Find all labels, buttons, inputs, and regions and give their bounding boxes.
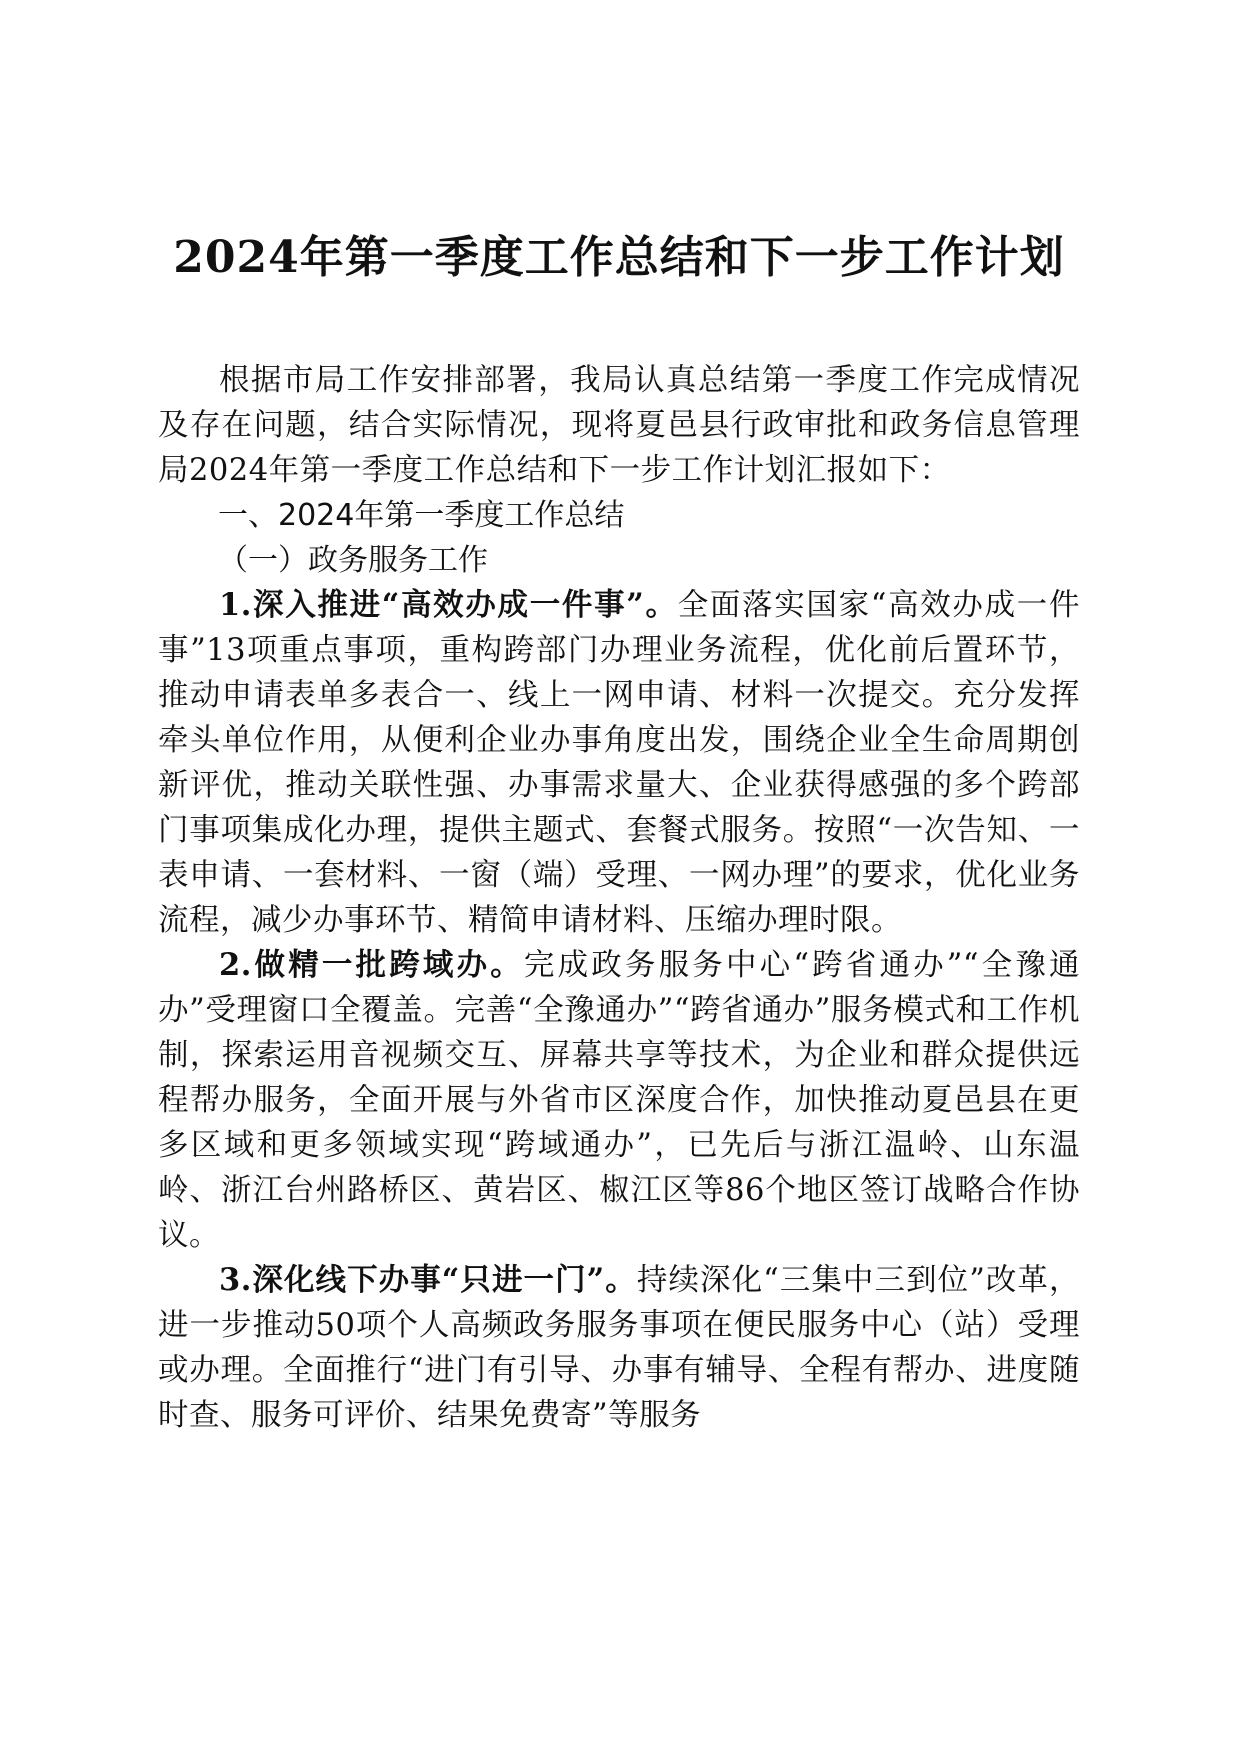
item-heading-2: 2.做精一批跨域办。 bbox=[219, 947, 524, 983]
intro-paragraph: 根据市局工作安排部署，我局认真总结第一季度工作完成情况及存在问题，结合实际情况，现将夏邑县行政审批和政务信息管理局2024年第一季度工作总结和下一步工作计划汇报如下： bbox=[158, 363, 1080, 488]
document-title: 2024年第一季度工作总结和下一步工作计划 bbox=[173, 232, 1065, 283]
title-spacing bbox=[158, 296, 1080, 358]
subsection-heading-government-service: （一）政务服务工作 bbox=[218, 543, 488, 578]
document-body bbox=[158, 220, 1080, 1438]
section-heading-summary: 一、2024年第一季度工作总结 bbox=[218, 498, 625, 533]
item-paragraph-3 bbox=[158, 1258, 1080, 1438]
item-text-1: 全面落实国家“高效办成一件事”13项重点事项，重构跨部门办理业务流程，优化前后置环节，推动申请表单多表合一、线上一网申请、材料一次提交。充分发挥牵头单位作用，从便利企业办事角度出发，围绕企业全生命周期创新评优，推动关联性强、办事需求量大、企业获得感强的多个跨部门事项集成化办理，提供主题式、套餐式服务。按照“一次告知、一表申请、一套材料、一窗（端）受理、一网办理”的要求，优化业务流程，减少办事环节、精简申请材料、压缩办理时限。 bbox=[158, 588, 1080, 938]
item-text-2: 完成政务服务中心“跨省通办”“全豫通办”受理窗口全覆盖。完善“全豫通办”“跨省通办”服务模式和工作机制，探索运用音视频交互、屏幕共享等技术，为企业和群众提供远程帮办服务，全面开展与外省市区深度合作，加快推动夏邑县在更多区域和更多领域实现“跨域通办”，已先后与浙江温岭、山东温岭、浙江台州路桥区、黄岩区、椒江区等86个地区签订战略合作协议。 bbox=[158, 948, 1080, 1253]
item-heading-3: 3.深化线下办事“只进一门”。 bbox=[219, 1262, 637, 1298]
item-heading-1: 1.深入推进“高效办成一件事”。 bbox=[219, 587, 678, 623]
item-paragraph-2 bbox=[158, 943, 1080, 1258]
item-paragraph-1 bbox=[158, 583, 1080, 943]
item-text-3: 持续深化“三集中三到位”改革，进一步推动50项个人高频政务服务事项在便民服务中心（站）受理或办理。全面推行“进门有引导、办事有辅导、全程有帮办、进度随时查、服务可评价、结果免费寄”等服务 bbox=[158, 1263, 1080, 1433]
